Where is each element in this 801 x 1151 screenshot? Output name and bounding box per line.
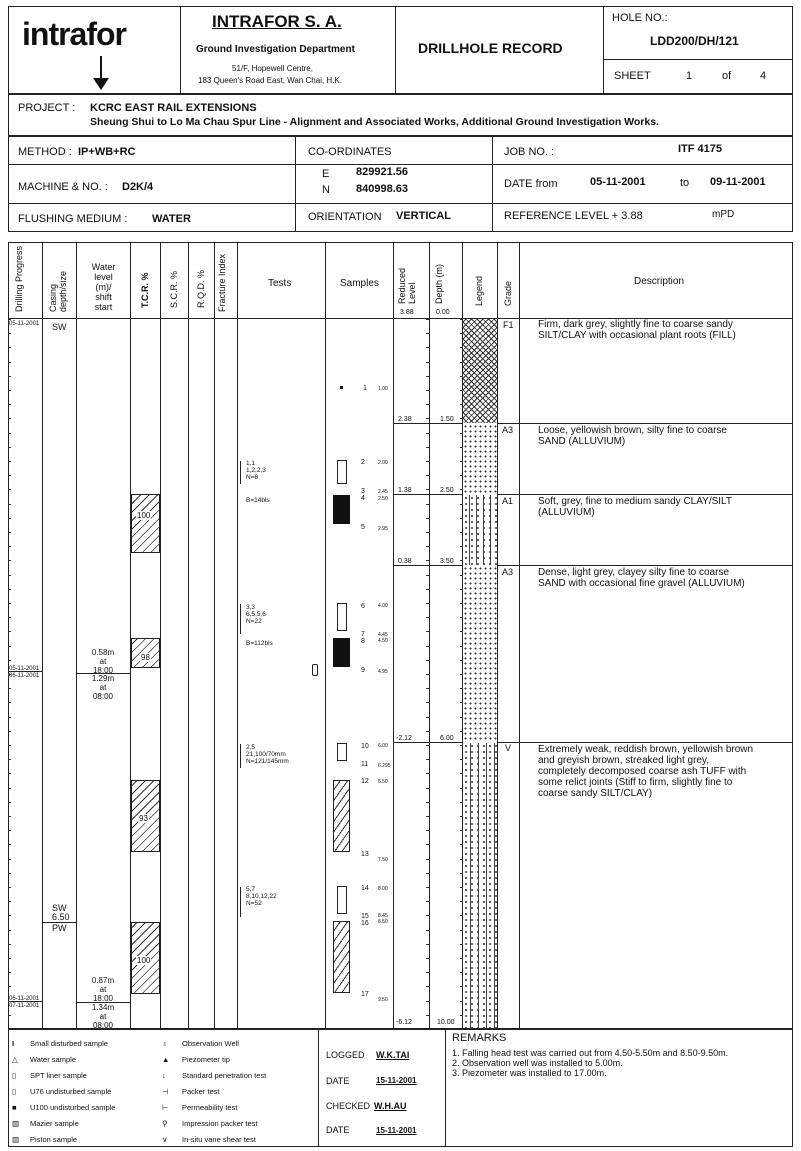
sheet-total: 4	[760, 70, 767, 82]
tcr-value: 100	[137, 511, 151, 520]
casing-value: SW	[52, 903, 67, 913]
sample-no: 11	[361, 761, 369, 768]
drill-tick	[8, 589, 11, 590]
depth-tick	[426, 958, 429, 959]
drill-tick	[8, 915, 11, 916]
drill-tick	[8, 475, 11, 476]
sample-depth: 8.00	[378, 886, 388, 892]
drill-tick	[8, 461, 11, 462]
u100-sample-icon	[333, 638, 350, 667]
key-item: ▯ SPT liner sample	[12, 1071, 87, 1080]
method-label: METHOD :	[18, 146, 72, 158]
sample-no: 8	[361, 638, 365, 645]
company-name: INTRAFOR S. A.	[212, 12, 342, 31]
depth-tick	[426, 731, 429, 732]
drill-date: 06-11-2001	[9, 673, 40, 679]
depth-tick	[426, 830, 429, 831]
sample-depth: 4.95	[378, 669, 388, 675]
drill-tick	[8, 1015, 11, 1016]
date1-label: DATE	[326, 1076, 350, 1086]
drill-tick	[8, 1001, 11, 1002]
drill-tick	[8, 518, 11, 519]
easting-label: E	[322, 168, 330, 180]
reduced-level: -6.12	[396, 1019, 412, 1026]
sample-no: 1	[363, 385, 367, 392]
depth-tick	[426, 944, 429, 945]
hole-no: LDD200/DH/121	[650, 34, 739, 48]
drill-date: 05-11-2001	[9, 666, 40, 672]
key-item: △ Water sample	[12, 1055, 76, 1064]
depth-tick	[426, 532, 429, 533]
legend-sand	[463, 424, 497, 494]
flushing-value: WATER	[152, 213, 191, 225]
depth-tick	[426, 972, 429, 973]
grade-value: F1	[503, 320, 514, 330]
legend-tuff	[463, 743, 497, 1028]
sheet-of: of	[722, 70, 732, 82]
sample-no: 2	[361, 459, 365, 466]
legend-clay	[463, 495, 497, 565]
sample-depth: 7.50	[378, 857, 388, 863]
stratum-description: Firm, dark grey, slightly fine to coarse sandy SILT/CLAY with occasional plant roots (FILL)	[538, 319, 736, 341]
method-value: IP+WB+RC	[78, 146, 136, 158]
sample-no: 12	[361, 778, 369, 785]
sample-no: 4	[361, 495, 365, 502]
water-level-entry: 0.87m at 18:00	[91, 976, 115, 1003]
machine-value: D2K/4	[122, 181, 154, 193]
depth-tick	[426, 560, 429, 561]
drill-tick	[8, 660, 11, 661]
drill-tick	[8, 404, 11, 405]
sample-no: 17	[361, 991, 369, 998]
job-no-label: JOB NO. :	[504, 146, 555, 158]
depth-tick	[426, 717, 429, 718]
drill-tick	[8, 688, 11, 689]
key-item: ↓ Standard penetration test	[162, 1071, 267, 1080]
sample-depth: 1.00	[378, 386, 388, 392]
drill-tick	[8, 489, 11, 490]
casing-value: PW	[52, 923, 67, 933]
col-description: Description	[634, 276, 685, 287]
depth-tick	[426, 575, 429, 576]
grade-value: A3	[502, 567, 514, 577]
sample-no: 7	[361, 631, 365, 638]
col-drilling-progress: Drilling Progress	[14, 245, 24, 312]
depth-tick	[426, 433, 429, 434]
depth-tick	[426, 319, 429, 320]
spt-liner-sample-icon	[337, 743, 347, 761]
sample-depth: 4.00	[378, 603, 388, 609]
drill-tick	[8, 745, 11, 746]
depth-tick	[426, 788, 429, 789]
col-depth: Depth (m)	[434, 263, 444, 304]
drill-tick	[8, 333, 11, 334]
address-line-2: 183 Queen's Road East, Wan Chai, H.K.	[198, 76, 342, 85]
logged-by: W.K.TAI	[376, 1050, 410, 1060]
drill-tick	[8, 433, 11, 434]
depth-tick	[426, 418, 429, 419]
project-label: PROJECT :	[18, 102, 76, 114]
checked-date: 15-11-2001	[376, 1126, 417, 1135]
sample-depth: 6.00	[378, 743, 388, 749]
water-level-entry: 1.29m at 08:00	[91, 674, 115, 701]
drill-tick	[8, 390, 11, 391]
sample-depth: 8.50	[378, 919, 388, 925]
logo-arrowhead-icon	[93, 78, 109, 90]
col-rqd: R.Q.D. %	[196, 269, 206, 308]
spt-test: 1,1 1,2,2,3 N=8	[246, 460, 266, 481]
log-table	[8, 242, 793, 1029]
northing-label: N	[322, 184, 330, 196]
easting-value: 829921.56	[356, 166, 408, 178]
drill-tick	[8, 986, 11, 987]
col-samples: Samples	[340, 278, 379, 289]
drill-tick	[8, 944, 11, 945]
reference-level-unit: mPD	[712, 209, 735, 220]
depth-tick	[426, 447, 429, 448]
date-from-label: DATE from	[504, 178, 558, 190]
drill-tick	[8, 546, 11, 547]
stratum-description: Loose, yellowish brown, silty fine to coarse SAND (ALLUVIUM)	[538, 425, 727, 447]
date-from: 05-11-2001	[590, 176, 646, 188]
date-to: 09-11-2001	[710, 176, 766, 188]
sample-no: 13	[361, 851, 369, 858]
orientation-label: ORIENTATION	[308, 211, 382, 223]
depth-tick	[426, 816, 429, 817]
company-logo: intrafor	[22, 16, 126, 52]
stratum-description: Soft, grey, fine to medium sandy CLAY/SILT (ALLUVIUM)	[538, 496, 732, 518]
project-line-1: KCRC EAST RAIL EXTENSIONS	[90, 102, 257, 114]
tcr-value: 100	[137, 956, 151, 965]
drill-tick	[8, 773, 11, 774]
sample-no: 15	[361, 913, 369, 920]
sample-depth: 6.50	[378, 779, 388, 785]
drill-tick	[8, 674, 11, 675]
depth-tick	[426, 518, 429, 519]
key-right	[162, 1036, 316, 1148]
col-tests: Tests	[268, 278, 292, 289]
machine-label: MACHINE & NO. :	[18, 181, 108, 193]
depth-tick	[426, 802, 429, 803]
depth-value: 1.50	[440, 416, 454, 423]
date-to-label: to	[680, 177, 690, 189]
depth-tick	[426, 702, 429, 703]
depth-tick	[426, 631, 429, 632]
depth-tick	[426, 489, 429, 490]
coordinates-label: CO-ORDINATES	[308, 146, 392, 158]
depth-tick	[426, 475, 429, 476]
col-water-level: Water level (m)/ shift start	[91, 262, 116, 312]
checked-by: W.H.AU	[374, 1101, 407, 1111]
depth-tick	[426, 901, 429, 902]
sample-depth: 2.95	[378, 526, 388, 532]
sample-depth: 2.45	[378, 489, 388, 495]
depth-tick	[426, 646, 429, 647]
drill-tick	[8, 631, 11, 632]
depth-tick	[426, 887, 429, 888]
depth-tick	[426, 1015, 429, 1016]
sample-depth: 6.295	[378, 763, 391, 769]
remarks-list: 1. Falling head test was carried out from 4.50-5.50m and 8.50-9.50m. 2. Observation well was installed to 5.00m. 3. Piezometer was installed to 17.00m.	[452, 1048, 729, 1078]
sample-no: 14	[361, 885, 369, 892]
depth-tick	[426, 873, 429, 874]
depth-tick	[426, 759, 429, 760]
drill-tick	[8, 717, 11, 718]
key-item: ▥ Piston sample	[12, 1135, 78, 1144]
key-item: ⚲ Impression packer test	[162, 1119, 258, 1128]
grade-value: A1	[502, 496, 514, 506]
drill-tick	[8, 788, 11, 789]
col-tcr: T.C.R. %	[140, 272, 150, 308]
col-grade: Grade	[503, 280, 513, 306]
project-line-2: Sheung Shui to Lo Ma Chau Spur Line - Alignment and Associated Works, Additional Ground Investigation Works.	[90, 116, 659, 128]
depth-value: 10.00	[437, 1019, 455, 1026]
water-level-entry: 0.58m at 18:00	[91, 648, 115, 675]
test-blows: B=112bls	[246, 640, 273, 647]
key-item: ⊢ Permeability test	[162, 1103, 238, 1112]
drill-tick	[8, 347, 11, 348]
drill-tick	[8, 418, 11, 419]
date2-label: DATE	[326, 1125, 350, 1135]
document-title: DRILLHOLE RECORD	[418, 40, 563, 56]
sample-depth: 2.00	[378, 460, 388, 466]
casing-value: SW	[52, 322, 67, 332]
casing-value: 6.50	[52, 912, 70, 922]
drill-tick	[8, 702, 11, 703]
drill-tick	[8, 901, 11, 902]
depth-start: 0.00	[436, 309, 450, 316]
drill-tick	[8, 930, 11, 931]
drill-date: 07-11-2001	[9, 1003, 40, 1009]
hole-no-label: HOLE NO.:	[612, 12, 668, 24]
remarks-title: REMARKS	[452, 1032, 507, 1044]
key-item: ■ U100 undisturbed sample	[12, 1103, 116, 1112]
sample-no: 9	[361, 667, 365, 674]
spt-test: 3,3 6,5,5,6 N=22	[246, 604, 266, 625]
legend-fill	[463, 319, 497, 423]
sample-depth: 2.50	[378, 496, 388, 502]
flushing-label: FLUSHING MEDIUM :	[18, 213, 128, 225]
spt-test: 2,5 21,100/70mm N=121/145mm	[246, 744, 289, 765]
depth-tick	[426, 390, 429, 391]
drill-tick	[8, 376, 11, 377]
col-reduced-level: Reduced Level	[397, 267, 417, 304]
depth-tick	[426, 504, 429, 505]
mazier-sample-icon	[333, 780, 350, 852]
drill-date: 05-11-2001	[9, 321, 40, 327]
key-item: ⊣ Packer test	[162, 1087, 220, 1096]
drill-tick	[8, 532, 11, 533]
key-left	[12, 1036, 162, 1148]
depth-tick	[426, 773, 429, 774]
drill-tick	[8, 958, 11, 959]
depth-tick	[426, 688, 429, 689]
tcr-bar	[131, 494, 160, 553]
stratum-description: Extremely weak, reddish brown, yellowish brown and greyish brown, streaked light grey, completely decomposed coarse ash TUFF with some relict joints (Stiff to firm, slightly fine to coarse sandy SILT/CLAY)	[538, 744, 754, 799]
observation-well-icon	[312, 664, 318, 676]
mazier-sample-icon	[333, 921, 350, 993]
drill-tick	[8, 319, 11, 320]
depth-tick	[426, 589, 429, 590]
key-item: ♁ Observation Well	[162, 1039, 239, 1048]
department: Ground Investigation Department	[196, 44, 355, 55]
reduced-level: 1.38	[398, 487, 412, 494]
key-item: ▨ Mazier sample	[12, 1119, 79, 1128]
depth-tick	[426, 333, 429, 334]
sample-no: 10	[361, 743, 369, 750]
depth-value: 3.50	[440, 558, 454, 565]
orientation-value: VERTICAL	[396, 210, 451, 222]
drill-tick	[8, 972, 11, 973]
sheet-label: SHEET	[614, 70, 651, 82]
drill-tick	[8, 887, 11, 888]
depth-tick	[426, 404, 429, 405]
sample-no: 6	[361, 603, 365, 610]
col-casing: Casing depth/size	[48, 270, 68, 312]
depth-value: 2.50	[440, 487, 454, 494]
sample-depth: 4.45	[378, 632, 388, 638]
drill-tick	[8, 759, 11, 760]
address-line-1: 51/F, Hopewell Centre,	[232, 64, 313, 73]
drill-tick	[8, 830, 11, 831]
key-item: I Small disturbed sample	[12, 1039, 108, 1048]
depth-tick	[426, 859, 429, 860]
reduced-start: 3.88	[400, 309, 414, 316]
depth-tick	[426, 745, 429, 746]
depth-tick	[426, 674, 429, 675]
u100-sample-icon	[333, 495, 350, 524]
depth-tick	[426, 546, 429, 547]
spt-liner-sample-icon	[337, 603, 347, 631]
col-legend: Legend	[474, 275, 484, 306]
project-block	[8, 94, 793, 136]
logged-label: LOGGED	[326, 1050, 365, 1060]
drill-tick	[8, 617, 11, 618]
depth-tick	[426, 915, 429, 916]
key-item: ▯ U76 undisturbed sample	[12, 1087, 112, 1096]
col-fracture: Fracture Index	[217, 253, 227, 312]
stratum-description: Dense, light grey, clayey silty fine to coarse SAND with occasional fine gravel (ALLUVIUM)	[538, 567, 745, 589]
depth-tick	[426, 362, 429, 363]
reference-level-label: REFERENCE LEVEL + 3.88	[504, 210, 643, 222]
small-disturbed-sample-icon	[340, 386, 343, 389]
depth-tick	[426, 347, 429, 348]
sample-no: 5	[361, 524, 365, 531]
test-blows: B=14bls	[246, 497, 270, 504]
spt-liner-sample-icon	[337, 886, 347, 914]
drill-tick	[8, 575, 11, 576]
drill-tick	[8, 859, 11, 860]
depth-tick	[426, 1001, 429, 1002]
drill-tick	[8, 873, 11, 874]
sample-depth: 8.45	[378, 913, 388, 919]
key-item: ∨ In-situ vane shear test	[162, 1135, 256, 1144]
reduced-level: -2.12	[396, 735, 412, 742]
tcr-value: 93	[139, 814, 148, 823]
tcr-value: 98	[141, 653, 150, 662]
depth-tick	[426, 930, 429, 931]
drill-tick	[8, 603, 11, 604]
depth-tick	[426, 844, 429, 845]
sample-depth: 9.50	[378, 997, 388, 1003]
grade-value: A3	[502, 425, 514, 435]
depth-tick	[426, 660, 429, 661]
drill-tick	[8, 447, 11, 448]
water-level-entry: 1.34m at 08:00	[91, 1003, 115, 1030]
spt-liner-sample-icon	[337, 460, 347, 484]
drill-tick	[8, 731, 11, 732]
legend-sand	[463, 566, 497, 742]
drill-tick	[8, 646, 11, 647]
drill-tick	[8, 362, 11, 363]
drill-tick	[8, 802, 11, 803]
depth-tick	[426, 617, 429, 618]
logged-date: 15-11-2001	[376, 1076, 417, 1085]
drill-date: 06-11-2001	[9, 996, 40, 1002]
reduced-level: 0.38	[398, 558, 412, 565]
drill-tick	[8, 816, 11, 817]
sample-depth: 4.50	[378, 638, 388, 644]
sample-no: 3	[361, 488, 365, 495]
drill-tick	[8, 560, 11, 561]
drill-tick	[8, 844, 11, 845]
depth-value: 6.00	[440, 735, 454, 742]
depth-tick	[426, 461, 429, 462]
spt-test: 5,7 8,10,12,22 N=52	[246, 886, 277, 907]
job-no: ITF 4175	[678, 143, 723, 155]
depth-tick	[426, 376, 429, 377]
key-item: ▲ Piezometer tip	[162, 1055, 230, 1064]
grade-value: V	[505, 743, 512, 753]
northing-value: 840998.63	[356, 183, 408, 195]
reduced-level: 2.38	[398, 416, 412, 423]
sample-no: 16	[361, 920, 369, 927]
depth-tick	[426, 603, 429, 604]
col-scr: S.C.R. %	[169, 270, 179, 308]
drill-tick	[8, 504, 11, 505]
depth-tick	[426, 986, 429, 987]
sheet-no: 1	[686, 70, 693, 82]
checked-label: CHECKED	[326, 1101, 371, 1111]
